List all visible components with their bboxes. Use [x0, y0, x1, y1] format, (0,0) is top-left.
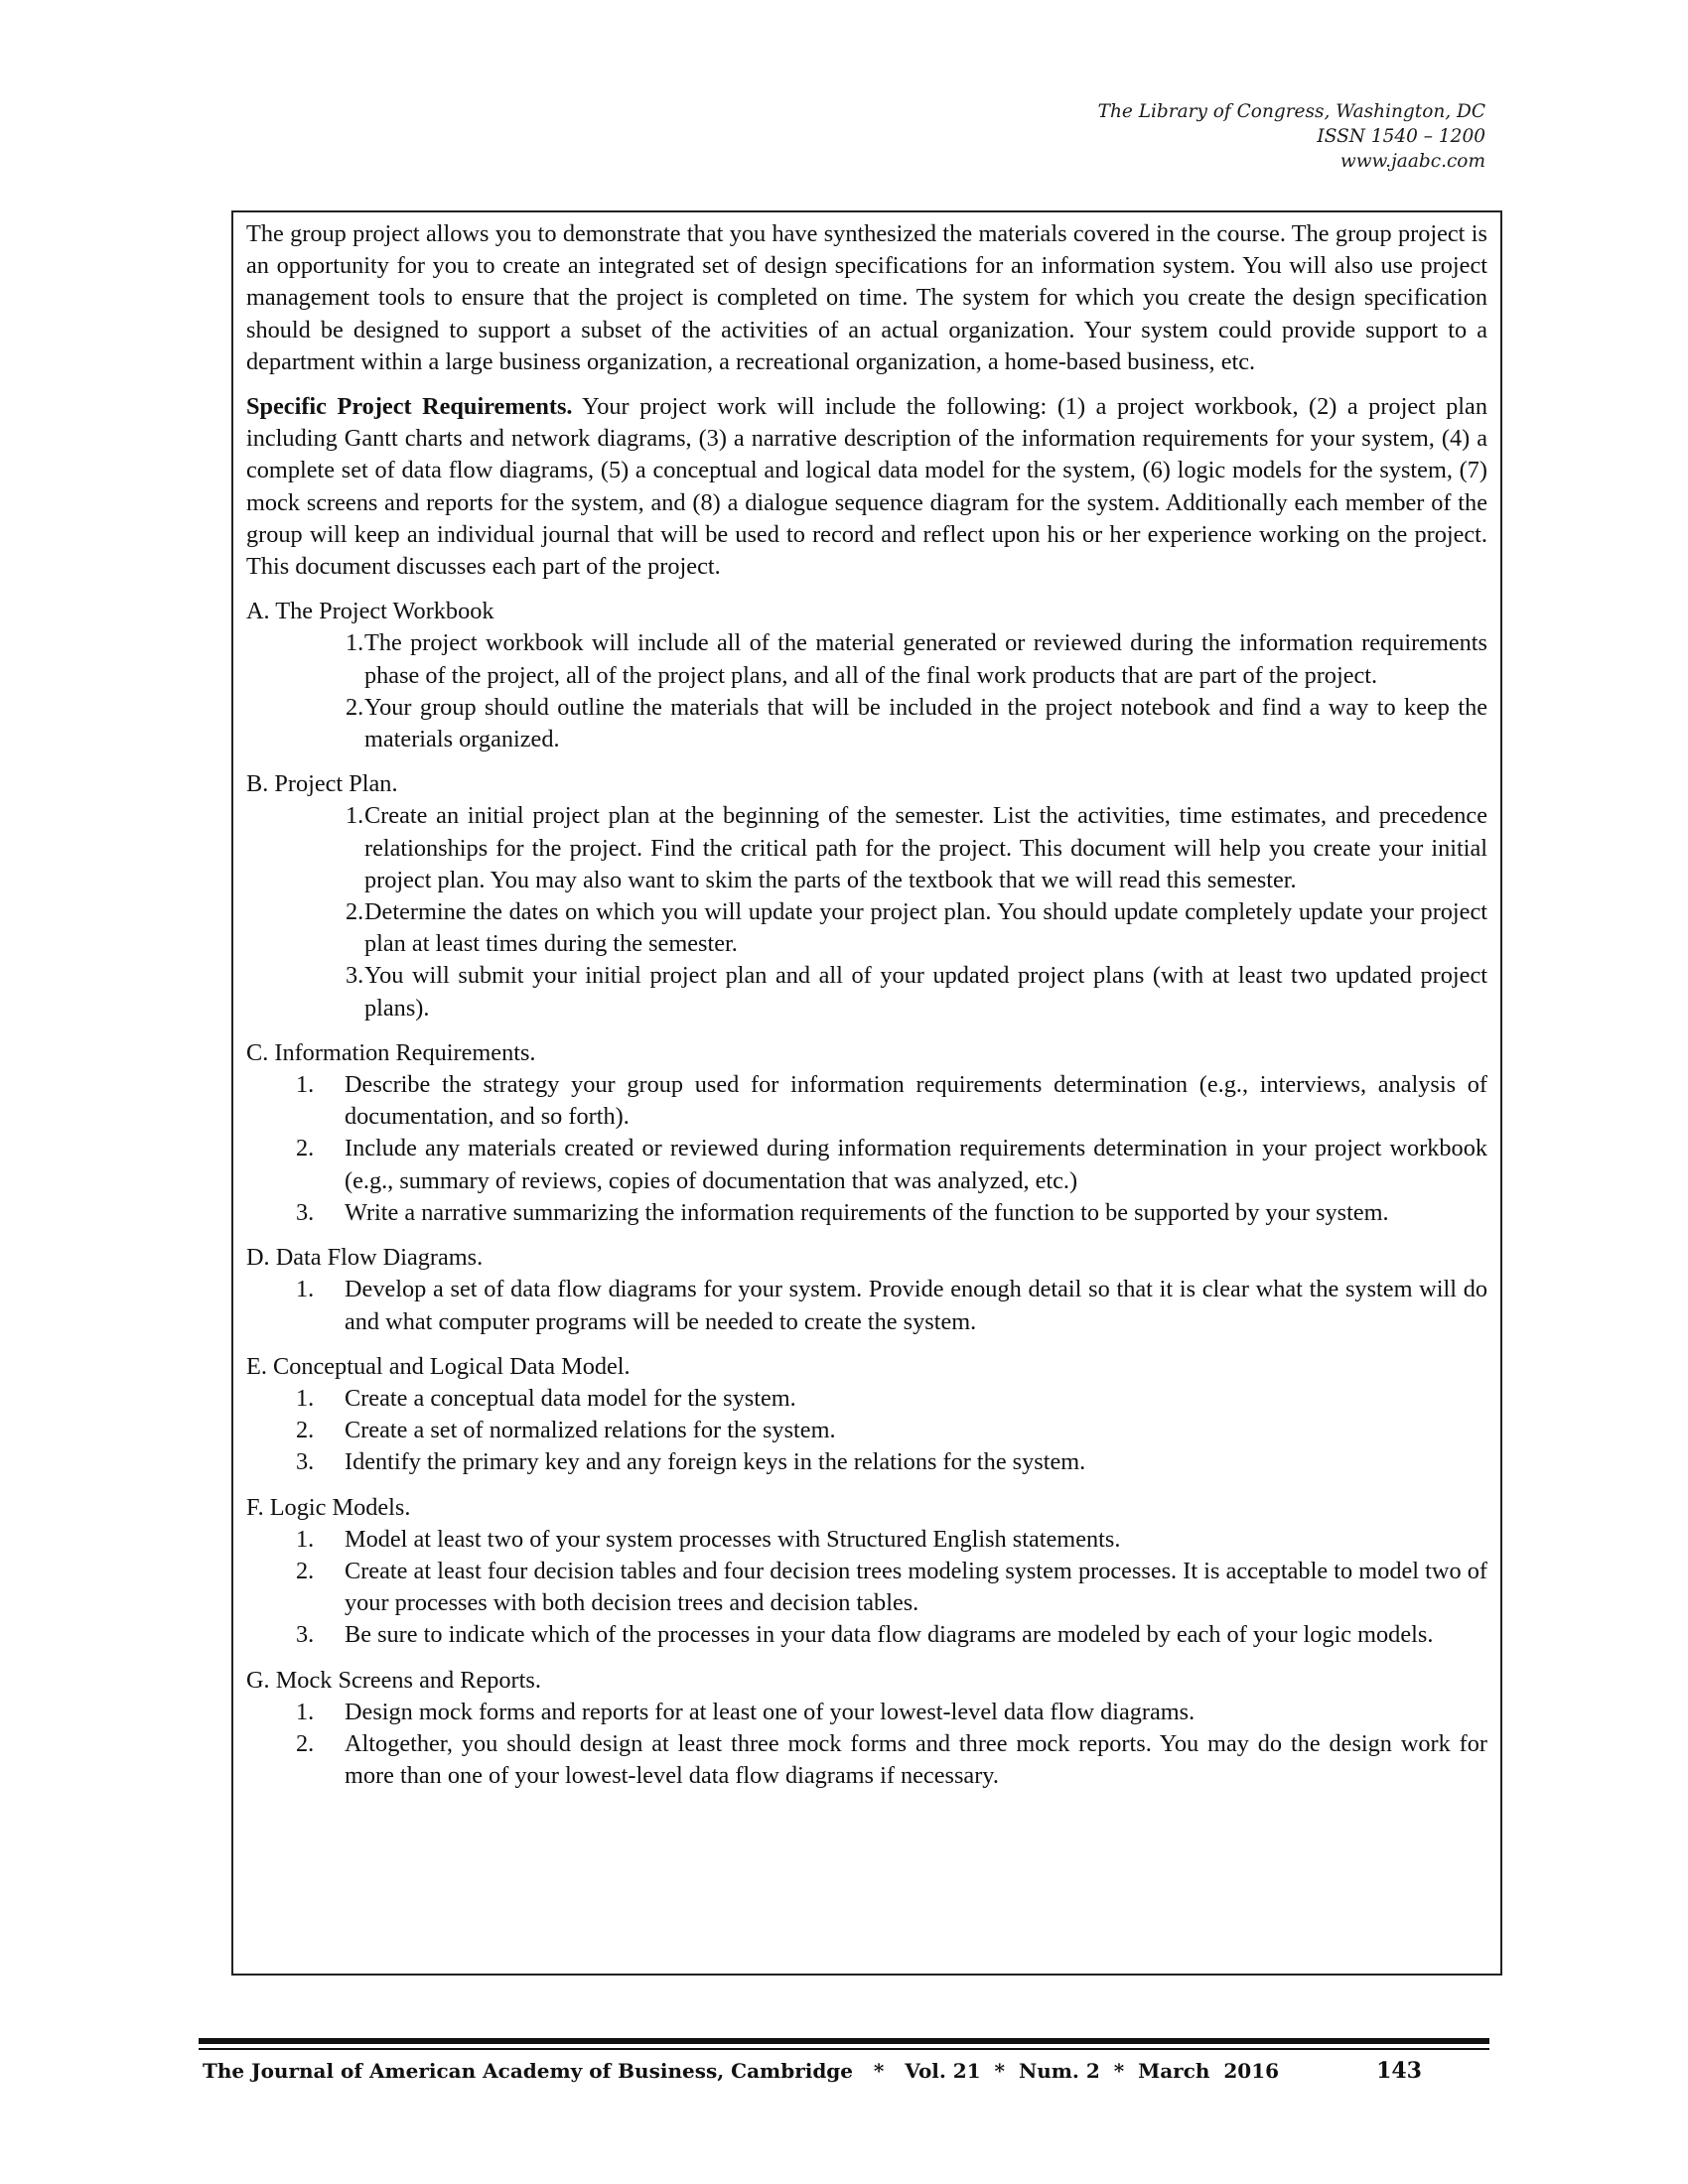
list-item [246, 1415, 1487, 1446]
requirements-label: Specific Project Requirements. [246, 393, 573, 421]
requirements-text: Your project work will include the following: (1) a project workbook, (2) a project plan including Gantt charts and network diagrams, (3) a narrative description of the information requirements for your system, (4) a complete set of data flow diagrams, (5) a conceptual and logical data model for the system, (6) logic models for the system, (7) mock screens and reports for the system, and (8) a dialogue sequence diagram for the system. Additionally each member of the group will keep an individual journal that will be used to record and reflect upon his or her experience working on the project. This document discusses each part of the project. [246, 393, 1487, 581]
running-header [790, 99, 1485, 174]
item-text: Altogether, you should design at least three mock forms and three mock reports. You may do the design work for more than one of your lowest-level data flow diagrams if necessary. [345, 1729, 1487, 1790]
list-item [246, 1524, 1487, 1556]
section-title: A. The Project Workbook [246, 598, 494, 625]
footer-rule-thick [199, 2038, 1489, 2044]
intro-paragraph: The group project allows you to demonstrate that you have synthesized the materials covered in the course. The group project is an opportunity for you to create an integrated set of design specifications for an information system. You will also use project management tools to ensure that the project is completed on time. The system for which you create the design specification should be designed to support a subset of the activities of an actual organization. Your system could provide support to a department within a large business organization, a recreational organization, a home-based business, etc. [246, 220, 1487, 375]
content-frame [231, 210, 1502, 1976]
item-number: 1. [296, 1276, 315, 1303]
section-information-requirements [246, 1037, 1487, 1229]
item-text: Write a narrative summarizing the information requirements of the function to be supported by your system. [345, 1198, 1389, 1226]
item-number: 3. [296, 1621, 315, 1649]
item-number: 2. [296, 1417, 315, 1444]
list-item [246, 1133, 1487, 1196]
section-data-flow-diagrams [246, 1242, 1487, 1338]
item-number: 2. [296, 1729, 315, 1757]
section-data-model [246, 1351, 1487, 1479]
section-title: B. Project Plan. [246, 770, 398, 798]
item-number: 3. [346, 962, 364, 990]
section-title: D. Data Flow Diagrams. [246, 1244, 484, 1272]
section-title: F. Logic Models. [246, 1493, 411, 1521]
footer-rule-thin [199, 2048, 1489, 2050]
item-text: Create at least four decision tables and four decision trees modeling system processes. It is acceptable to model two of your processes with both decision trees and decision tables. [345, 1557, 1487, 1617]
header-library-line: The Library of Congress, Washington, DC [1097, 101, 1485, 122]
list-item [246, 692, 1487, 755]
section-title: E. Conceptual and Logical Data Model. [246, 1352, 631, 1380]
item-text: Be sure to indicate which of the processes in your data flow diagrams are modeled by each of your logic models. [345, 1621, 1434, 1649]
item-text: Create an initial project plan at the beginning of the semester. List the activities, time estimates, and precedence relationships for the project. Find the critical path for the project. This document will help you create your initial project plan. You may also want to skim the parts of the textbook that we will read this semester. [364, 802, 1487, 893]
item-text: Create a set of normalized relations for the system. [345, 1417, 836, 1444]
section-logic-models [246, 1492, 1487, 1652]
item-number: 1. [296, 1071, 315, 1099]
section-mock-screens [246, 1665, 1487, 1793]
item-text: Develop a set of data flow diagrams for your system. Provide enough detail so that it is clear what the system will do and what computer programs will be needed to create the system. [345, 1276, 1487, 1335]
item-number: 1. [296, 1525, 315, 1553]
item-text: Create a conceptual data model for the system. [345, 1384, 796, 1412]
list-item [246, 1697, 1487, 1728]
requirements-paragraph [246, 391, 1487, 583]
item-text: Describe the strategy your group used for information requirements determination (e.g., interviews, analysis of documentation, and so forth). [345, 1071, 1487, 1131]
item-text: Determine the dates on which you will update your project plan. You should update completely update your project plan at least times during the semester. [364, 898, 1487, 958]
section-project-workbook [246, 596, 1487, 755]
list-item [246, 1728, 1487, 1792]
section-project-plan [246, 768, 1487, 1024]
footer-journal-citation: The Journal of American Academy of Business, Cambridge * Vol. 21 * Num. 2 * March 2016 [203, 2059, 1280, 2083]
page-number: 143 [1376, 2058, 1422, 2084]
section-title: C. Information Requirements. [246, 1038, 536, 1066]
item-text: You will submit your initial project plan and all of your updated project plans (with at least two updated project plans). [364, 962, 1487, 1022]
list-item [246, 800, 1487, 896]
list-item [246, 1069, 1487, 1133]
item-text: Include any materials created or reviewed during information requirements determination in your project workbook (e.g., summary of reviews, copies of documentation that was analyzed, etc.) [345, 1135, 1487, 1194]
list-item [246, 1197, 1487, 1229]
list-item [246, 1383, 1487, 1415]
item-number: 2. [346, 693, 364, 721]
item-text: Model at least two of your system processes with Structured English statements. [345, 1525, 1121, 1553]
list-item [246, 1274, 1487, 1337]
list-item [246, 960, 1487, 1024]
item-number: 3. [296, 1448, 315, 1476]
item-number: 1. [296, 1698, 315, 1725]
section-title: G. Mock Screens and Reports. [246, 1666, 541, 1694]
item-text: The project workbook will include all of the material generated or reviewed during the information requirements phase of the project, all of the project plans, and all of the final work products that are part of the project. [364, 629, 1487, 689]
list-item [246, 1619, 1487, 1651]
item-number: 2. [296, 1135, 315, 1162]
item-number: 1. [346, 629, 364, 657]
item-number: 3. [296, 1198, 315, 1226]
header-issn-line: ISSN 1540 – 1200 [1317, 126, 1485, 147]
list-item [246, 1556, 1487, 1619]
list-item [246, 627, 1487, 691]
running-footer [203, 2053, 1489, 2089]
item-text: Your group should outline the materials that will be included in the project notebook and find a way to keep the materials organized. [364, 693, 1487, 753]
item-number: 1. [346, 802, 364, 830]
list-item [246, 1446, 1487, 1478]
item-number: 1. [296, 1384, 315, 1412]
item-text: Design mock forms and reports for at least one of your lowest-level data flow diagrams. [345, 1698, 1196, 1725]
item-number: 2. [346, 898, 364, 926]
item-number: 2. [296, 1557, 315, 1584]
header-website-line: www.jaabc.com [1339, 151, 1485, 172]
list-item [246, 896, 1487, 960]
item-text: Identify the primary key and any foreign keys in the relations for the system. [345, 1448, 1086, 1476]
